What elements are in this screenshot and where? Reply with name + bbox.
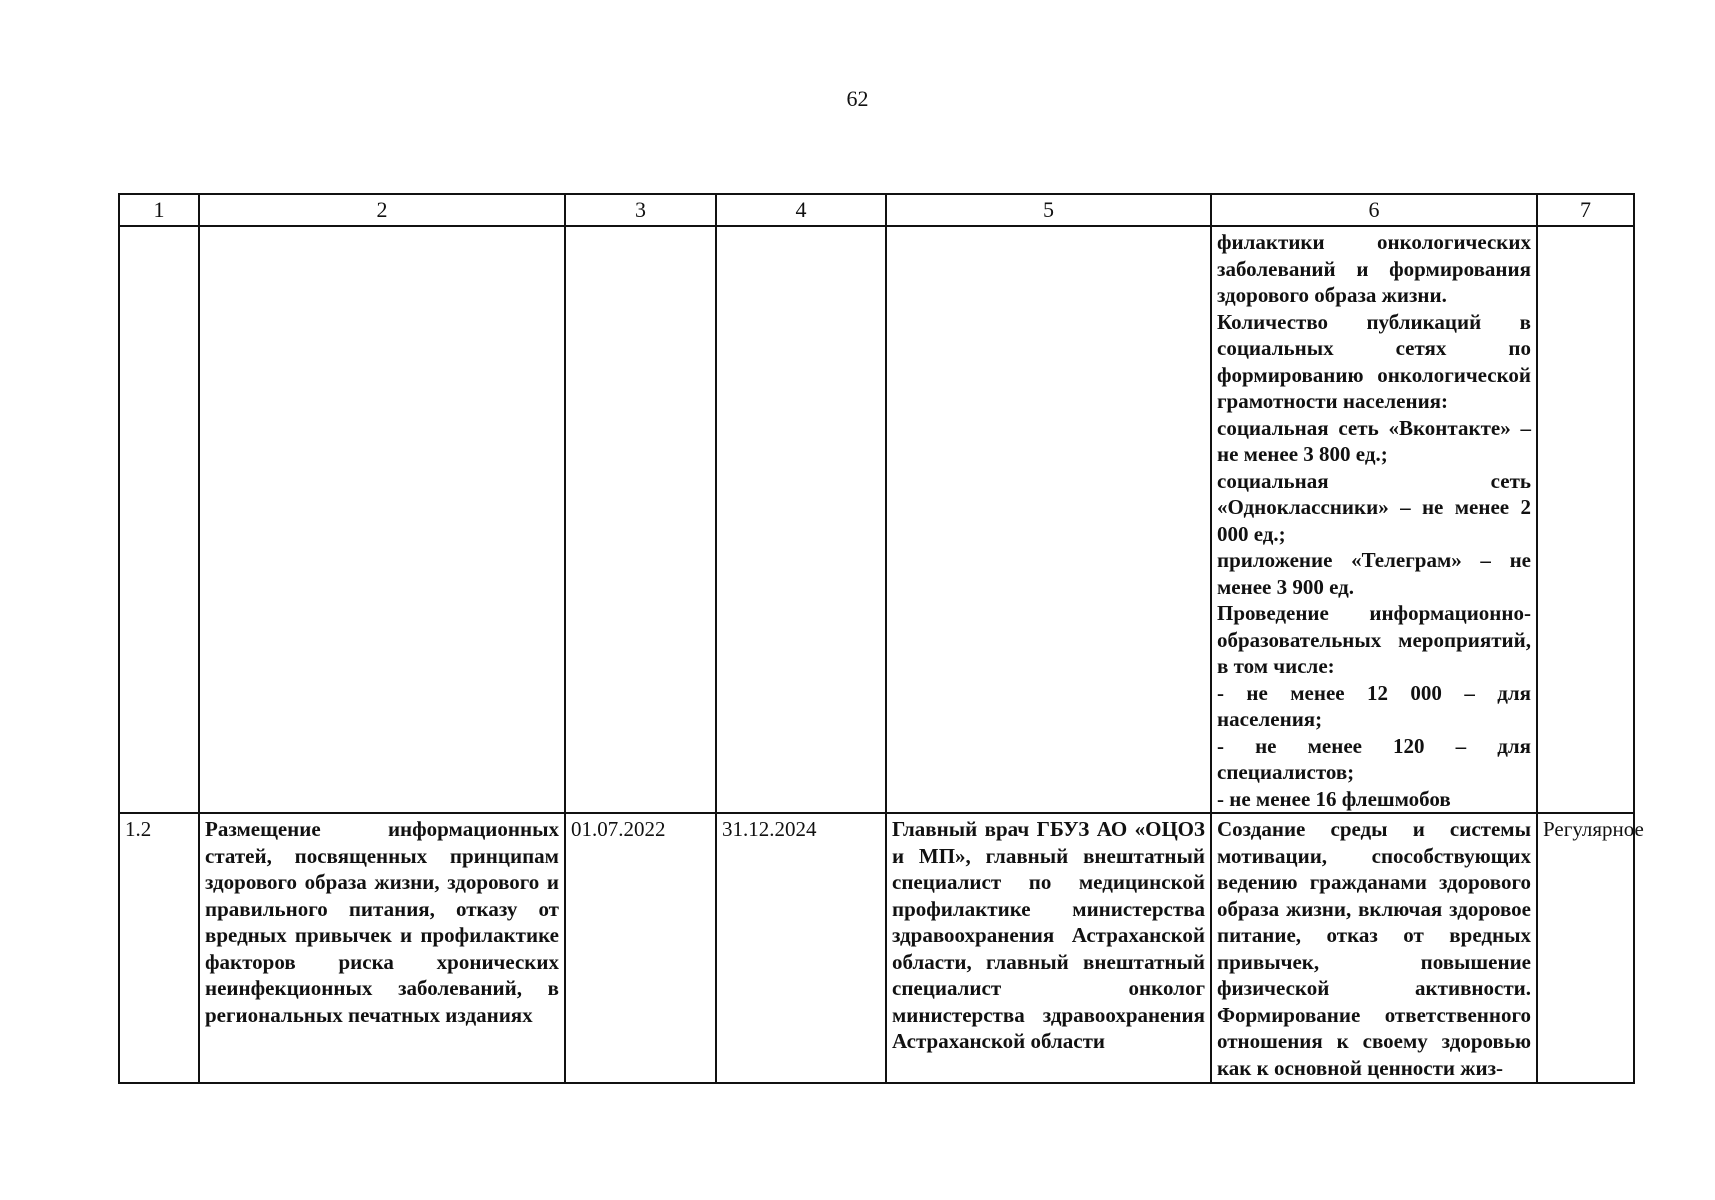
header-col-1: 1 — [119, 194, 199, 226]
page-number: 62 — [846, 86, 869, 111]
cell-continuation-end — [716, 226, 886, 813]
table-row-continuation — [119, 226, 1634, 813]
cell-end-date: 31.12.2024 — [716, 813, 886, 1083]
cell-continuation-num — [119, 226, 199, 813]
result-line-9: - не менее 16 флешмобов — [1217, 786, 1451, 811]
cell-row-number: 1.2 — [119, 813, 199, 1083]
table-row-1-2 — [119, 813, 1634, 1083]
table-header-row — [119, 194, 1634, 226]
cell-expected-result: Создание среды и системы мотивации, способствующих ведению гражданами здорового образа жизни, включая здоровое питание, отказ от вредных привычек, повышение физической активности. Формирование ответственного отношения к своему здоровью как к основной ценности жиз- — [1211, 813, 1537, 1083]
cell-continuation-result — [1211, 226, 1537, 813]
result-line-8: - не менее 120 – для специалистов; — [1217, 733, 1531, 784]
result-line-6: Проведение информационно-образовательных мероприятий, в том числе: — [1217, 601, 1531, 678]
cell-continuation-periodicity — [1537, 226, 1634, 813]
cell-continuation-start — [565, 226, 716, 813]
header-col-7: 7 — [1537, 194, 1634, 226]
cell-start-date: 01.07.2022 — [565, 813, 716, 1083]
header-col-6: 6 — [1211, 194, 1537, 226]
result-line-5: приложение «Телеграм» – не менее 3 900 ед. — [1217, 548, 1531, 599]
result-line-3: социальная сеть «Вконтакте» – не менее 3 800 ед.; — [1217, 415, 1531, 466]
cell-continuation-responsible — [886, 226, 1211, 813]
cell-continuation-name — [199, 226, 565, 813]
result-line-4: социальная сеть «Одноклассники» – не менее 2 000 ед.; — [1217, 468, 1531, 546]
result-line-7: - не менее 12 000 – для населения; — [1217, 680, 1531, 731]
result-line-1: филактики онкологических заболеваний и формирования здорового образа жизни. — [1217, 230, 1531, 307]
header-col-2: 2 — [199, 194, 565, 226]
cell-event-name: Размещение информационных статей, посвященных принципам здорового образа жизни, здорового и правильного питания, отказу от вредных привычек и профилактике факторов риска хронических неинфекционных заболеваний, в региональных печатных изданиях — [199, 813, 565, 1083]
plan-table — [118, 193, 1644, 1084]
header-col-5: 5 — [886, 194, 1211, 226]
cell-periodicity: Регулярное — [1537, 813, 1634, 1083]
header-col-4: 4 — [716, 194, 886, 226]
result-line-2: Количество публикаций в социальных сетях по формированию онкологической грамотности населения: — [1217, 309, 1531, 413]
header-col-3: 3 — [565, 194, 716, 226]
cell-responsible: Главный врач ГБУЗ АО «ОЦОЗ и МП», главный внештатный специалист по медицинской профилактике министерства здравоохранения Астраханской области, главный внештатный специалист онколог министерства здравоохранения Астраханской области — [886, 813, 1211, 1083]
